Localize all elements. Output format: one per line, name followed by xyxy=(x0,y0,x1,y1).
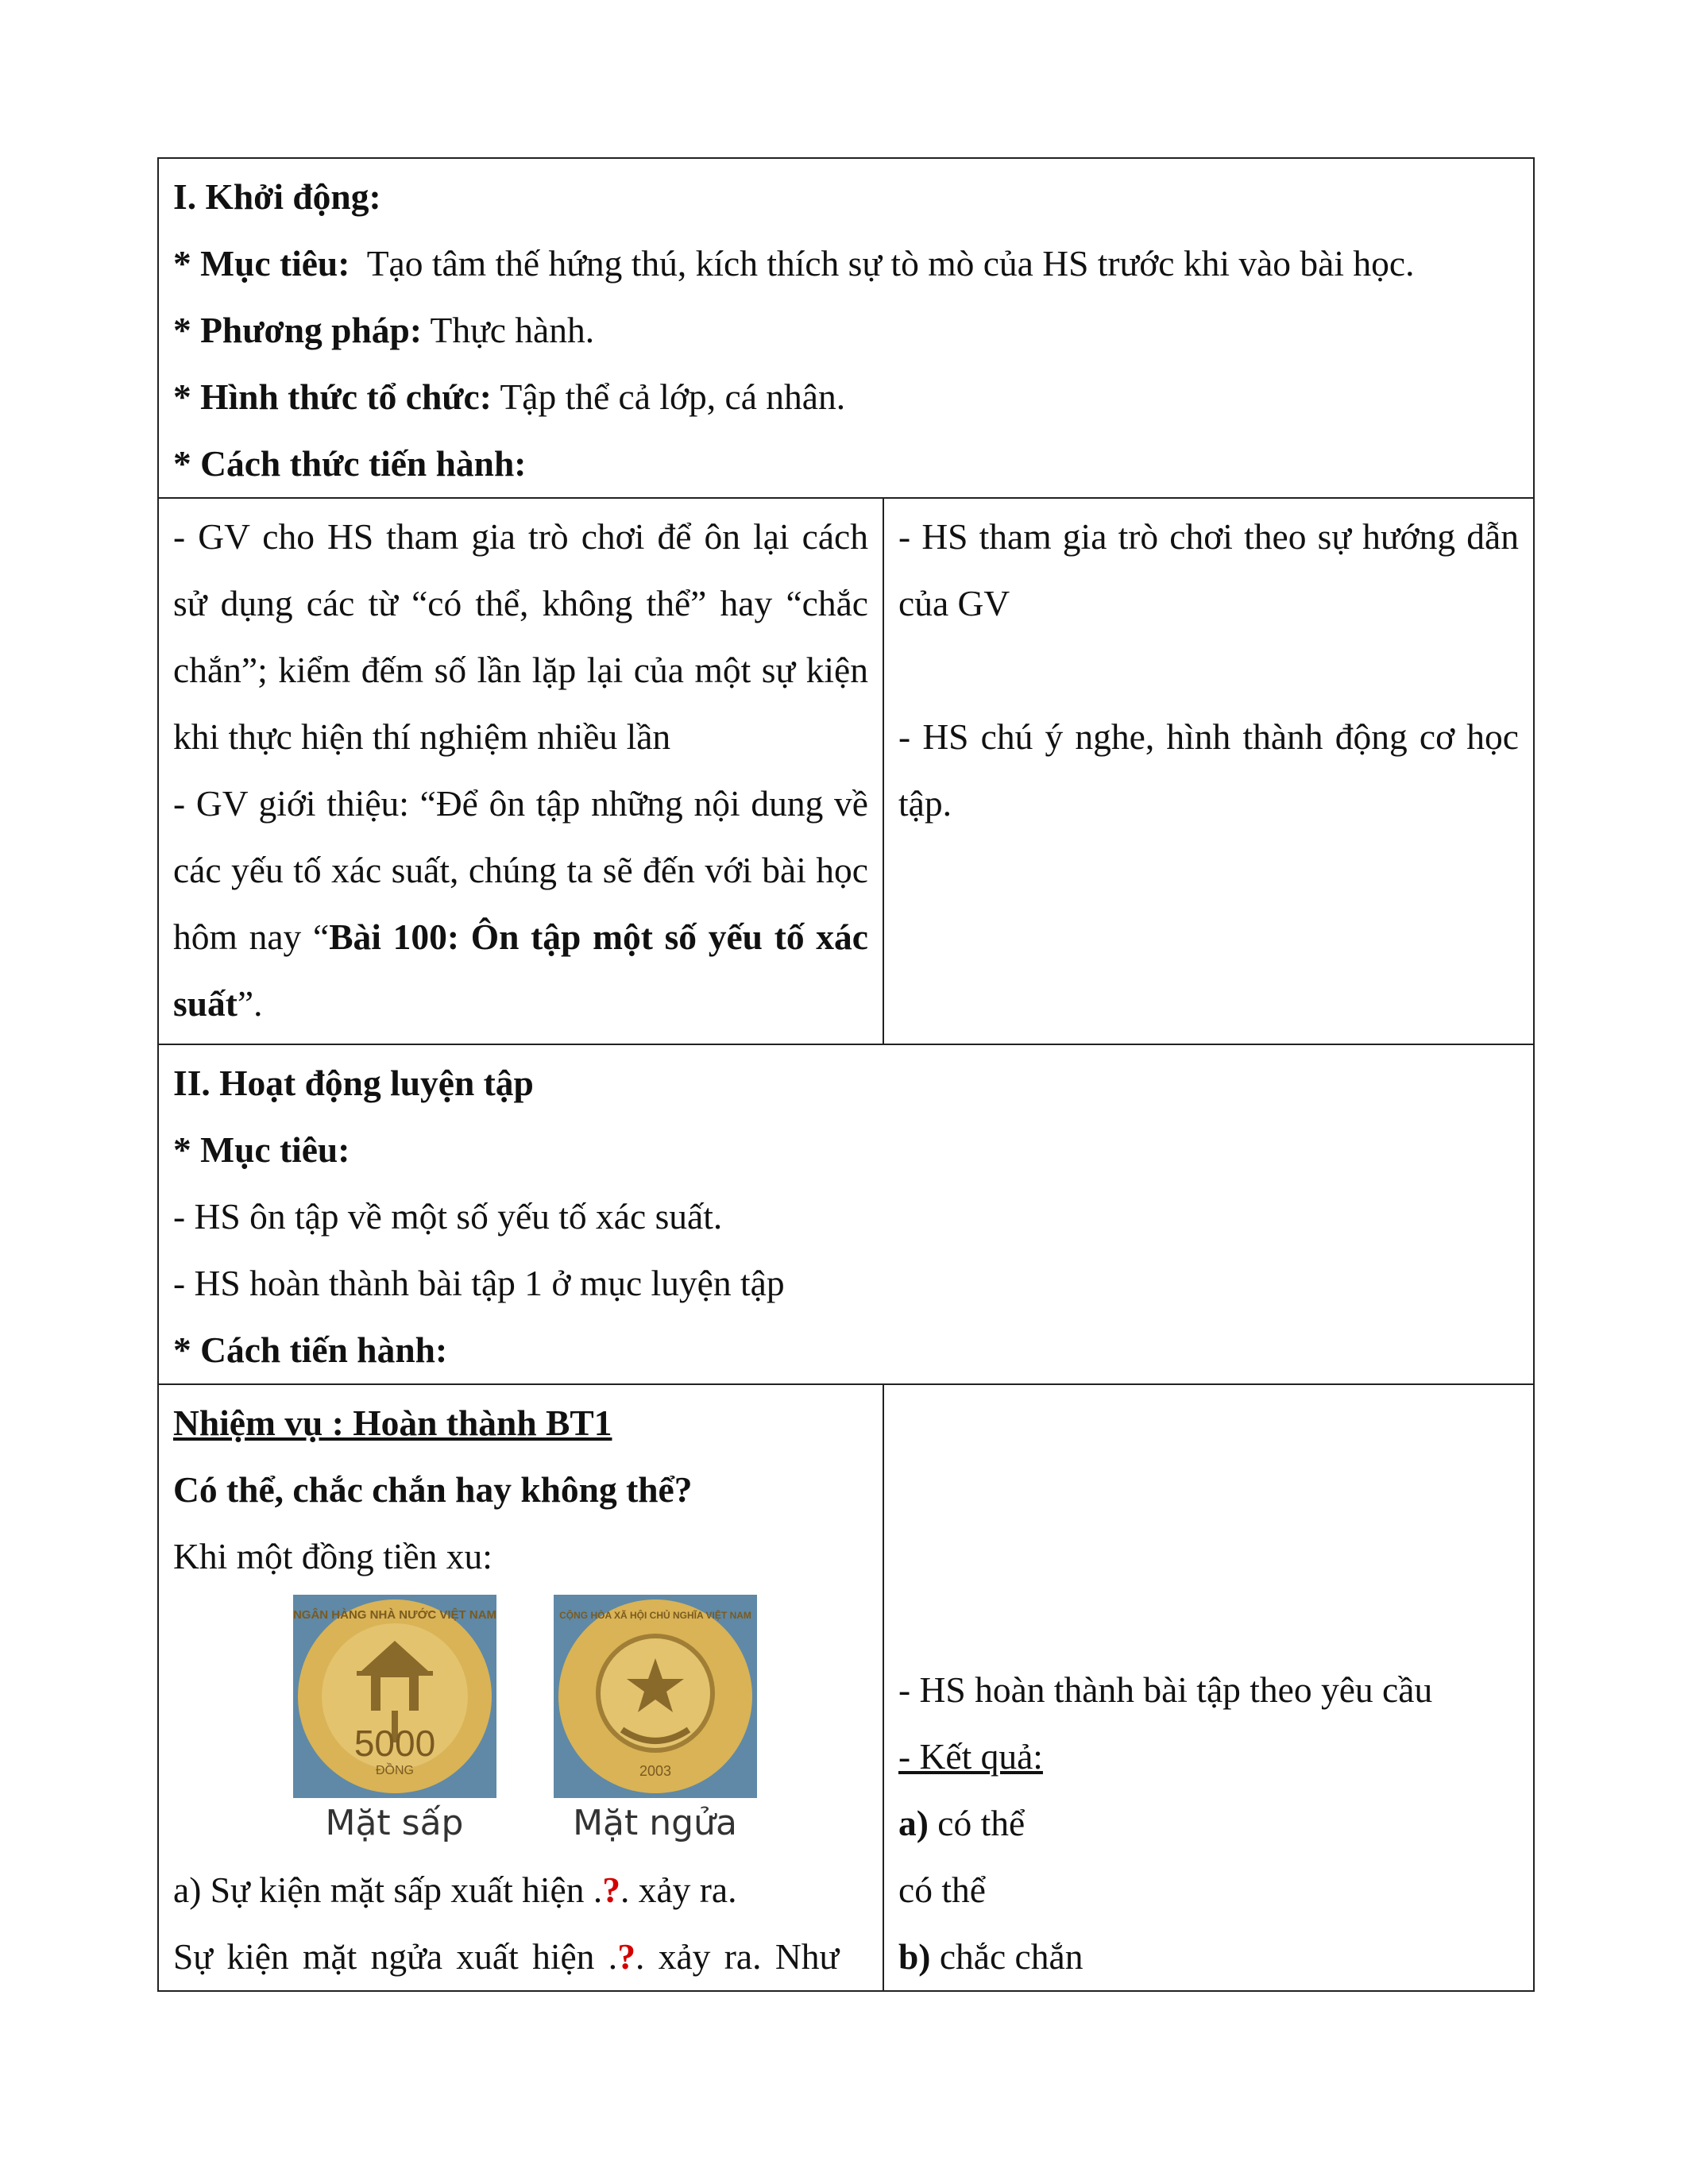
coin-front-ring: NGÂN HÀNG NHÀ NƯỚC VIỆT NAM xyxy=(292,1608,496,1622)
question-mark-a: ? xyxy=(602,1870,620,1910)
answer-a-text: có thể xyxy=(937,1803,1026,1843)
answer-a xyxy=(898,1790,1519,1857)
task-row xyxy=(158,1384,1534,1991)
activity-row xyxy=(158,498,1534,1044)
task-intro: Khi một đồng tiền xu: xyxy=(173,1536,492,1576)
task-student-step: - HS hoàn thành bài tập theo yêu cầu xyxy=(898,1669,1433,1710)
section1-row xyxy=(158,158,1534,498)
answer-b xyxy=(898,1924,1519,1990)
lesson-plan-table xyxy=(157,157,1535,1992)
task-line-a xyxy=(173,1857,868,1924)
task-line-a-end: . xảy ra. xyxy=(620,1870,737,1910)
coin-front-icon xyxy=(293,1595,496,1798)
activity-teacher-cell xyxy=(158,498,883,1044)
task-right-cell xyxy=(883,1384,1534,1991)
coin-front-caption: Mặt sấp xyxy=(325,1803,464,1843)
coin-back-ring: CỘNG HÒA XÃ HỘI CHỦ NGHĨA VIỆT NAM xyxy=(558,1610,751,1621)
phuong-phap-text: Thực hành. xyxy=(430,310,595,350)
question-mark-b: ? xyxy=(617,1936,635,1977)
activity-student-cell xyxy=(883,498,1534,1044)
section1-title: I. Khởi động: xyxy=(173,176,381,217)
section2-title: II. Hoạt động luyện tập xyxy=(173,1063,534,1103)
coin-front xyxy=(293,1595,496,1849)
coin-back-year: 2003 xyxy=(639,1763,671,1779)
muc-tieu-text: Tạo tâm thế hứng thú, kích thích sự tò mò của HS trước khi vào bài học. xyxy=(366,243,1415,284)
spacer xyxy=(898,637,1519,704)
teacher-step-1: - GV cho HS tham gia trò chơi để ôn lại cách sử dụng các từ “có thể, không thể” hay “chắc chắn”; kiểm đếm số lần lặp lại của một sự kiện khi thực hiện thí nghiệm nhiều lần xyxy=(173,516,868,757)
coin-front-unit: ĐỒNG xyxy=(375,1764,414,1777)
coin-back-caption: Mặt ngửa xyxy=(573,1803,737,1843)
student-step-1: - HS tham gia trò chơi theo sự hướng dẫn của GV xyxy=(898,516,1519,623)
coin-back xyxy=(554,1595,757,1849)
task-left-cell xyxy=(158,1384,883,1991)
student-step-2: - HS chú ý nghe, hình thành động cơ học tập. xyxy=(898,716,1519,824)
answer-b-text: chắc chắn xyxy=(939,1936,1083,1977)
task-line-b-text: Sự kiện mặt ngửa xuất hiện . xyxy=(173,1936,618,1977)
section1-hinh-thuc xyxy=(173,364,1519,430)
task-question: Có thể, chắc chắn hay không thể? xyxy=(173,1469,693,1510)
answer-a2: có thể xyxy=(898,1870,986,1910)
lesson-title: Bài 100: Ôn tập một số yếu tố xác suất xyxy=(173,916,868,1024)
section1-phuong-phap xyxy=(173,297,1519,364)
section2-cach: * Cách tiến hành: xyxy=(173,1329,448,1370)
spacer xyxy=(898,1390,1519,1657)
section1-muc-tieu xyxy=(173,230,1519,297)
section2-row xyxy=(158,1044,1534,1384)
section2-item-2: - HS hoàn thành bài tập 1 ở mục luyện tập xyxy=(173,1263,785,1303)
hinh-thuc-label: * Hình thức tổ chức: xyxy=(173,376,492,417)
answer-a-label: a) xyxy=(898,1803,929,1843)
coin-front-value: 5000 xyxy=(353,1723,435,1764)
hinh-thuc-text: Tập thể cả lớp, cá nhân. xyxy=(500,376,846,417)
answer-b-label: b) xyxy=(898,1936,931,1977)
section1-cach-thuc: * Cách thức tiến hành: xyxy=(173,443,527,484)
task-title: Nhiệm vụ : Hoàn thành BT1 xyxy=(173,1403,612,1443)
teacher-step-2-text: - GV giới thiệu: “Để ôn tập những nội dung về các yếu tố xác suất, chúng ta sẽ đến với bài học hôm nay “ xyxy=(173,783,868,957)
muc-tieu-label: * Mục tiêu: xyxy=(173,243,350,284)
teacher-step-2-end: ”. xyxy=(237,983,263,1024)
section2-item-1: - HS ôn tập về một số yếu tố xác suất. xyxy=(173,1196,723,1237)
coin-figure xyxy=(173,1595,868,1849)
task-line-b-end: . xảy ra. Như xyxy=(635,1936,840,1977)
teacher-step-2 xyxy=(173,770,868,1037)
section2-muc-tieu: * Mục tiêu: xyxy=(173,1129,350,1170)
section2-cell xyxy=(158,1044,1534,1384)
section1-cell xyxy=(158,158,1534,498)
phuong-phap-label: * Phương pháp: xyxy=(173,310,422,350)
result-label: - Kết quả: xyxy=(898,1736,1043,1777)
task-line-b xyxy=(173,1924,868,1990)
coin-back-icon xyxy=(554,1595,757,1798)
task-line-a-text: a) Sự kiện mặt sấp xuất hiện . xyxy=(173,1870,603,1910)
